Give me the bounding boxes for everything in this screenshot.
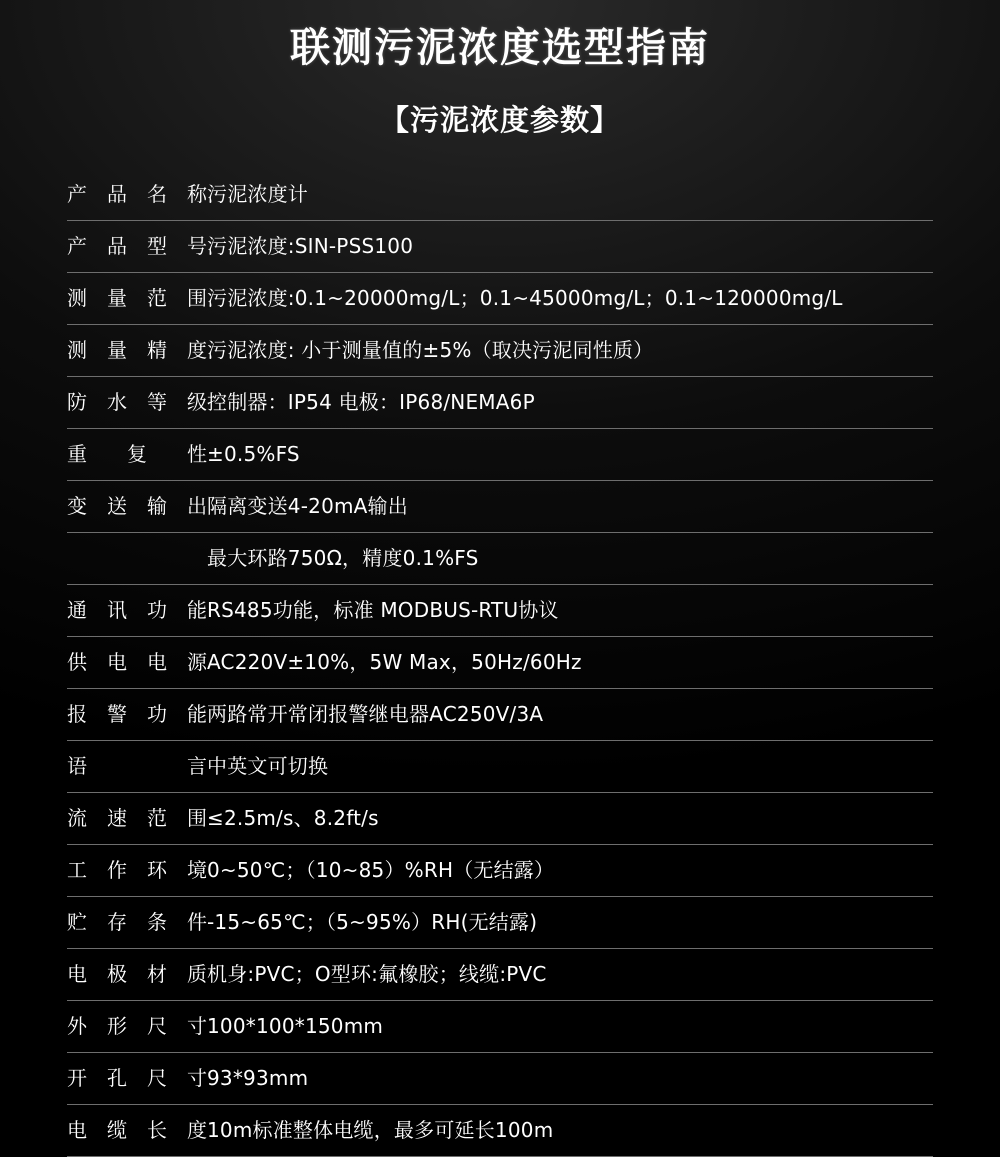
spec-label: 外形尺寸 — [67, 1014, 207, 1038]
spec-value: 93*93mm — [207, 1066, 309, 1090]
spec-value: 10m标准整体电缆，最多可延长100m — [207, 1118, 554, 1142]
table-row — [67, 377, 933, 429]
spec-label — [67, 533, 207, 585]
table-row — [67, 897, 933, 949]
table-row — [67, 169, 933, 221]
spec-label: 产品型号 — [67, 234, 207, 258]
spec-value: 污泥浓度: 小于测量值的±5%（取决污泥同性质） — [207, 338, 654, 362]
spec-label: 供电电源 — [67, 650, 207, 674]
spec-label: 测量精度 — [67, 338, 207, 362]
table-row — [67, 481, 933, 533]
spec-value: 控制器：IP54 电极：IP68/NEMA6P — [207, 390, 535, 414]
spec-value: 中英文可切换 — [207, 754, 329, 778]
spec-value: ≤2.5m/s、8.2ft/s — [207, 806, 379, 830]
table-row — [67, 585, 933, 637]
table-row — [67, 221, 933, 273]
spec-value: 隔离变送4-20mA输出 — [207, 494, 408, 518]
spec-label: 电缆长度 — [67, 1118, 207, 1142]
spec-label: 工作环境 — [67, 858, 207, 882]
specification-table — [67, 169, 933, 1157]
spec-label: 防水等级 — [67, 390, 207, 414]
spec-value: 机身:PVC；O型环:氟橡胶；线缆:PVC — [207, 962, 547, 986]
table-row — [67, 325, 933, 377]
spec-value: 0~50℃；（10~85）%RH（无结露） — [207, 858, 555, 882]
spec-value: 污泥浓度:0.1~20000mg/L；0.1~45000mg/L；0.1~120000mg/L — [207, 286, 843, 310]
spec-label: 贮存条件 — [67, 910, 207, 934]
table-row — [67, 1105, 933, 1157]
spec-value: 两路常开常闭报警继电器AC250V/3A — [207, 702, 544, 726]
page-title: 联测污泥浓度选型指南 — [290, 25, 710, 71]
table-row — [67, 689, 933, 741]
spec-value: 最大环路750Ω，精度0.1%FS — [207, 546, 479, 570]
spec-value: 污泥浓度:SIN-PSS100 — [207, 234, 414, 258]
table-row — [67, 1001, 933, 1053]
spec-label: 电极材质 — [67, 962, 207, 986]
table-row — [67, 273, 933, 325]
spec-label: 产品名称 — [67, 182, 207, 206]
spec-label: 报警功能 — [67, 702, 207, 726]
table-row — [67, 533, 933, 585]
spec-value: ±0.5%FS — [207, 442, 300, 466]
spec-label: 开孔尺寸 — [67, 1066, 207, 1090]
spec-label: 测量范围 — [67, 286, 207, 310]
spec-label: 流速范围 — [67, 806, 207, 830]
spec-value: AC220V±10%，5W Max，50Hz/60Hz — [207, 650, 582, 674]
table-row — [67, 949, 933, 1001]
table-row — [67, 793, 933, 845]
spec-value: RS485功能，标准 MODBUS-RTU协议 — [207, 598, 559, 622]
table-row — [67, 845, 933, 897]
spec-value: 100*100*150mm — [207, 1014, 384, 1038]
section-subtitle: 【污泥浓度参数】 — [379, 103, 620, 137]
spec-label: 变送输出 — [67, 494, 207, 518]
spec-label: 通讯功能 — [67, 598, 207, 622]
spec-value: -15~65℃；（5~95%）RH(无结露) — [207, 910, 538, 934]
table-row — [67, 741, 933, 793]
table-row — [67, 637, 933, 689]
table-row — [67, 1053, 933, 1105]
spec-label: 语言 — [67, 754, 207, 778]
spec-label: 重复性 — [67, 442, 207, 466]
table-row — [67, 429, 933, 481]
spec-value: 污泥浓度计 — [207, 182, 308, 206]
